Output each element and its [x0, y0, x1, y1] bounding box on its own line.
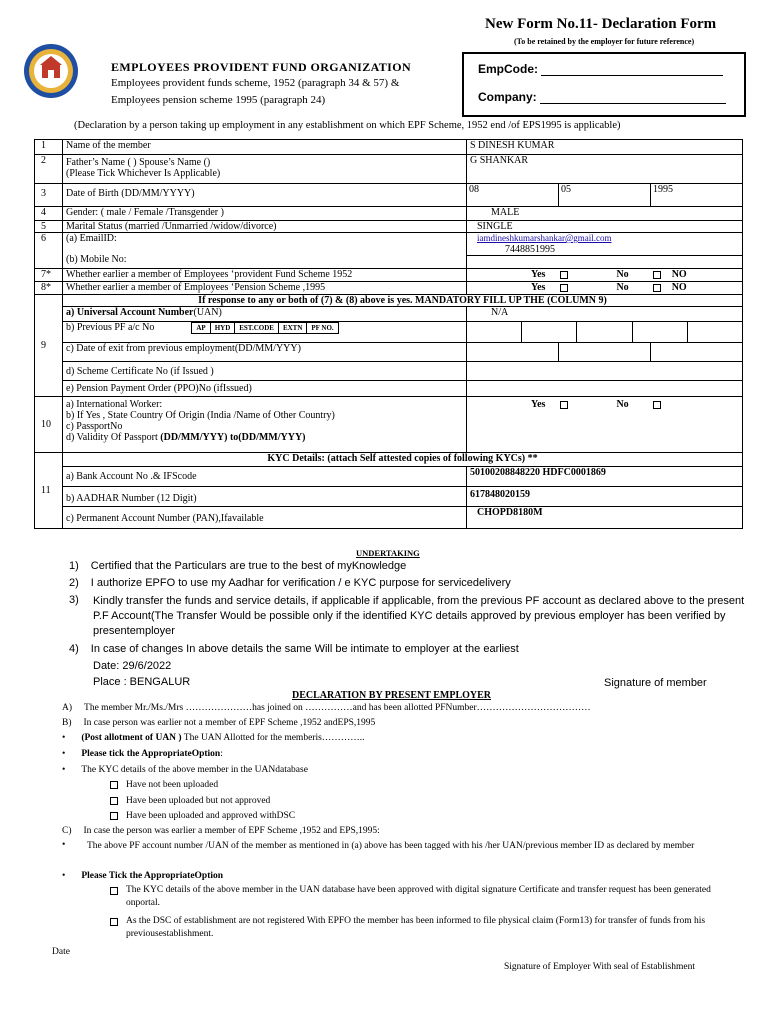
- tick-option-heading-2: • Please Tick the AppropriateOption: [62, 871, 224, 881]
- org-name: EMPLOYEES PROVIDENT FUND ORGANIZATION: [111, 60, 412, 74]
- dob-month[interactable]: 05: [559, 184, 651, 206]
- table-row: [35, 140, 743, 155]
- yes-checkbox[interactable]: [560, 284, 568, 292]
- no-checkbox[interactable]: [653, 401, 661, 409]
- table-row: [35, 282, 743, 295]
- row-number: 8*: [35, 282, 63, 295]
- pf-code-box: AP: [191, 322, 210, 334]
- kyc-uan-bullet: • The KYC details of the above member in the UANdatabase: [62, 765, 308, 775]
- row-number: 6: [35, 233, 63, 269]
- no-checkbox[interactable]: [653, 271, 661, 279]
- checkbox[interactable]: [110, 918, 118, 926]
- pf-code-boxes: [192, 322, 338, 333]
- form-subtitle: (To be retained by the employer for future reference): [514, 37, 695, 46]
- dob-year[interactable]: 1995: [653, 184, 673, 195]
- no-label: No: [616, 399, 629, 410]
- pan-label: c) Permanent Account Number (PAN),Ifavailable: [63, 507, 467, 529]
- row-label: Gender: ( male / Female /Transgender ): [63, 207, 467, 221]
- section-9-heading: If response to any or both of (7) & (8) above is yes. MANDATORY FILL UP THE (COLUMN 9): [63, 295, 743, 307]
- epfo-logo: [22, 42, 80, 100]
- no-checkbox[interactable]: [653, 284, 661, 292]
- row-number: 3: [35, 184, 63, 207]
- passport-validity-format: (DD/MM/YYY) to(DD/MM/YYY): [160, 432, 306, 443]
- passport-label: c) PassportNo: [66, 421, 123, 432]
- passport-validity-label: d) Validity Of Passport: [66, 432, 161, 443]
- undertaking-date: Date: 29/6/2022: [93, 660, 172, 672]
- uan-label-suffix: (UAN): [193, 307, 222, 318]
- marital-status-value[interactable]: SINGLE: [467, 221, 743, 233]
- table-row: [35, 207, 743, 221]
- no-label: No: [616, 282, 629, 293]
- declaration-note: (Declaration by a person taking up employment in any establishment on which EPF Scheme, 1952 end /of EPS1995 is applicable): [74, 120, 621, 131]
- no-value: NO: [671, 269, 687, 280]
- email-value[interactable]: iamdineshkumarshankar@gmail.com: [477, 233, 612, 243]
- prev-pf-label: b) Previous PF a/c No: [66, 322, 155, 333]
- row-number: 7*: [35, 269, 63, 282]
- table-row: [35, 381, 743, 397]
- company-label: Company:: [478, 90, 537, 104]
- org-line-1: Employees provident funds scheme, 1952 (paragraph 34 & 57) &: [111, 77, 400, 89]
- kyc-option-approved-dsc[interactable]: Have been uploaded and approved withDSC: [110, 811, 295, 821]
- company-field[interactable]: [478, 90, 726, 104]
- country-label: b) If Yes , State Country Of Origin (India /Name of Other Country): [66, 410, 335, 421]
- yes-checkbox[interactable]: [560, 401, 568, 409]
- aadhar-value[interactable]: 617848020159: [467, 487, 743, 507]
- table-row: [35, 184, 743, 207]
- empcode-field[interactable]: [478, 62, 723, 76]
- table-row: [35, 233, 743, 269]
- row-number: 11: [35, 453, 63, 529]
- employer-item-a: A) The member Mr./Ms./Mrs …………………has joined on ……………and has been allotted PFNumber………………………………: [62, 703, 591, 713]
- table-row: [35, 467, 743, 487]
- kyc-heading: KYC Details: (attach Self attested copies of following KYCs) **: [63, 453, 743, 467]
- table-row: [35, 487, 743, 507]
- checkbox[interactable]: [110, 781, 118, 789]
- yes-label: Yes: [531, 282, 546, 293]
- member-details-table: [34, 139, 743, 529]
- yes-checkbox[interactable]: [560, 271, 568, 279]
- kyc-option-not-uploaded[interactable]: Have not been uploaded: [110, 780, 218, 790]
- scheme-cert-label: d) Scheme Certificate No (if Issued ): [63, 362, 467, 381]
- exit-date-label: c) Date of exit from previous employment(DD/MM/YYY): [63, 343, 467, 362]
- checkbox[interactable]: [110, 887, 118, 895]
- row-number: 2: [35, 155, 63, 184]
- form-title: New Form No.11- Declaration Form: [485, 16, 717, 32]
- table-row: [35, 362, 743, 381]
- undertaking-item-2: 2) I authorize EPFO to use my Aadhar for verification / e KYC purpose for servicedelivery: [69, 577, 511, 589]
- row-number: 9: [35, 295, 63, 397]
- table-row: [35, 269, 743, 282]
- row-number: 5: [35, 221, 63, 233]
- table-row: [35, 343, 743, 362]
- uan-value[interactable]: N/A: [467, 307, 743, 322]
- uan-label: a) Universal Account Number: [66, 307, 194, 318]
- signature-of-member: Signature of member: [604, 677, 707, 689]
- signature-of-employer: Signature of Employer With seal of Establishment: [504, 962, 695, 972]
- aadhar-label: b) AADHAR Number (12 Digit): [63, 487, 467, 507]
- prev-pf-input[interactable]: [467, 322, 742, 342]
- yes-label: Yes: [531, 269, 546, 280]
- table-row: [35, 397, 743, 453]
- row-label: Father’s Name ( ) Spouse’s Name (): [66, 157, 211, 168]
- transfer-option-physical[interactable]: As the DSC of establishment are not registered With EPFO the member has been informed to file physical claim (Form13) for transfer of funds from his previousestablishment.: [110, 915, 746, 941]
- row-number: 4: [35, 207, 63, 221]
- kyc-option-not-approved[interactable]: Have been uploaded but not approved: [110, 796, 270, 806]
- row-number: 1: [35, 140, 63, 155]
- dob-day[interactable]: 08: [467, 184, 559, 206]
- table-row: [35, 453, 743, 467]
- yes-label: Yes: [531, 399, 546, 410]
- row-label-note: (Please Tick Whichever Is Applicable): [66, 168, 221, 179]
- table-row: [35, 295, 743, 307]
- pf-code-box: EXTN: [278, 322, 307, 334]
- bank-account-value[interactable]: 50100208848220 HDFC0001869: [467, 467, 743, 487]
- member-name-value[interactable]: S DINESH KUMAR: [467, 140, 743, 155]
- table-row: [35, 307, 743, 322]
- checkbox[interactable]: [110, 797, 118, 805]
- row-number: 10: [35, 397, 63, 453]
- undertaking-heading: UNDERTAKING: [356, 548, 420, 558]
- ppo-label: e) Pension Payment Order (PPO)No (ifIssued): [63, 381, 467, 397]
- post-uan-line: • (Post allotment of UAN ) The UAN Allotted for the memberis…………..: [62, 733, 365, 743]
- employer-date-label: Date: [52, 947, 70, 957]
- transfer-option-dsc[interactable]: The KYC details of the above member in the UAN database have been approved with digital signature Certificate and transfer request has been generated onportal.: [110, 884, 746, 910]
- tick-option-heading-1: • Please tick the AppropriateOption:: [62, 749, 223, 759]
- empcode-label: EmpCode:: [478, 62, 538, 76]
- undertaking-place: Place : BENGALUR: [93, 676, 191, 688]
- row-label: Name of the member: [63, 140, 467, 155]
- pf-code-box: PF NO.: [306, 322, 338, 334]
- scheme-cert-input[interactable]: [467, 362, 743, 381]
- employer-declaration-heading: DECLARATION BY PRESENT EMPLOYER: [292, 690, 492, 701]
- employer-item-b: B) In case person was earlier not a member of EPF Scheme ,1952 andEPS,1995: [62, 718, 376, 728]
- father-name-value[interactable]: G SHANKAR: [467, 155, 743, 184]
- row-label: Whether earlier a member of Employees ‘provident Fund Scheme 1952: [63, 269, 467, 282]
- undertaking-item-4: 4) In case of changes In above details the same Will be intimate to employer at the earliest: [69, 643, 519, 655]
- employer-box: [462, 52, 746, 117]
- mobile-value[interactable]: 7448851995: [467, 244, 743, 256]
- no-label: No: [616, 269, 629, 280]
- employer-item-c: C) In case the person was earlier a member of EPF Scheme ,1952 and EPS,1995:: [62, 826, 380, 836]
- pan-value[interactable]: CHOPD8180M: [467, 507, 743, 529]
- pf-code-box: HYD: [210, 322, 236, 334]
- row-label: Date of Birth (DD/MM/YYYY): [63, 184, 467, 207]
- bank-account-label: a) Bank Account No .& IFScode: [63, 467, 467, 487]
- no-value: NO: [671, 282, 687, 293]
- intl-worker-label: a) International Worker:: [66, 399, 163, 410]
- table-row: [35, 155, 743, 184]
- table-row: [35, 221, 743, 233]
- gender-value[interactable]: MALE: [467, 207, 743, 221]
- org-line-2: Employees pension scheme 1995 (paragraph 24): [111, 94, 326, 106]
- email-label: (a) EmailID:: [66, 233, 117, 244]
- row-label: Whether earlier a member of Employees ‘Pension Scheme ,1995: [63, 282, 467, 295]
- ppo-input[interactable]: [467, 381, 743, 397]
- checkbox[interactable]: [110, 812, 118, 820]
- undertaking-item-3: 3) Kindly transfer the funds and service details, if applicable if applicable, from the previous PF account as declared above to the present P.F Account(The Transfer Would be possible only if the identified KYC details approved by previous employer has been verified by presentemployer: [69, 594, 745, 637]
- exit-date-input[interactable]: [467, 343, 742, 361]
- prev-pf-tagged-bullet: • The above PF account number /UAN of the member as mentioned in (a) above has been tagged with his /her UAN/previous member ID as declared by member: [62, 840, 695, 851]
- row-label: Marital Status (married /Unmarried /widow/divorce): [63, 221, 467, 233]
- pf-code-box: EST.CODE: [234, 322, 279, 334]
- table-row: [35, 322, 743, 343]
- table-row: [35, 507, 743, 529]
- mobile-label: (b) Mobile No:: [66, 254, 127, 265]
- undertaking-item-1: 1) Certified that the Particulars are true to the best of myKnowledge: [69, 560, 407, 572]
